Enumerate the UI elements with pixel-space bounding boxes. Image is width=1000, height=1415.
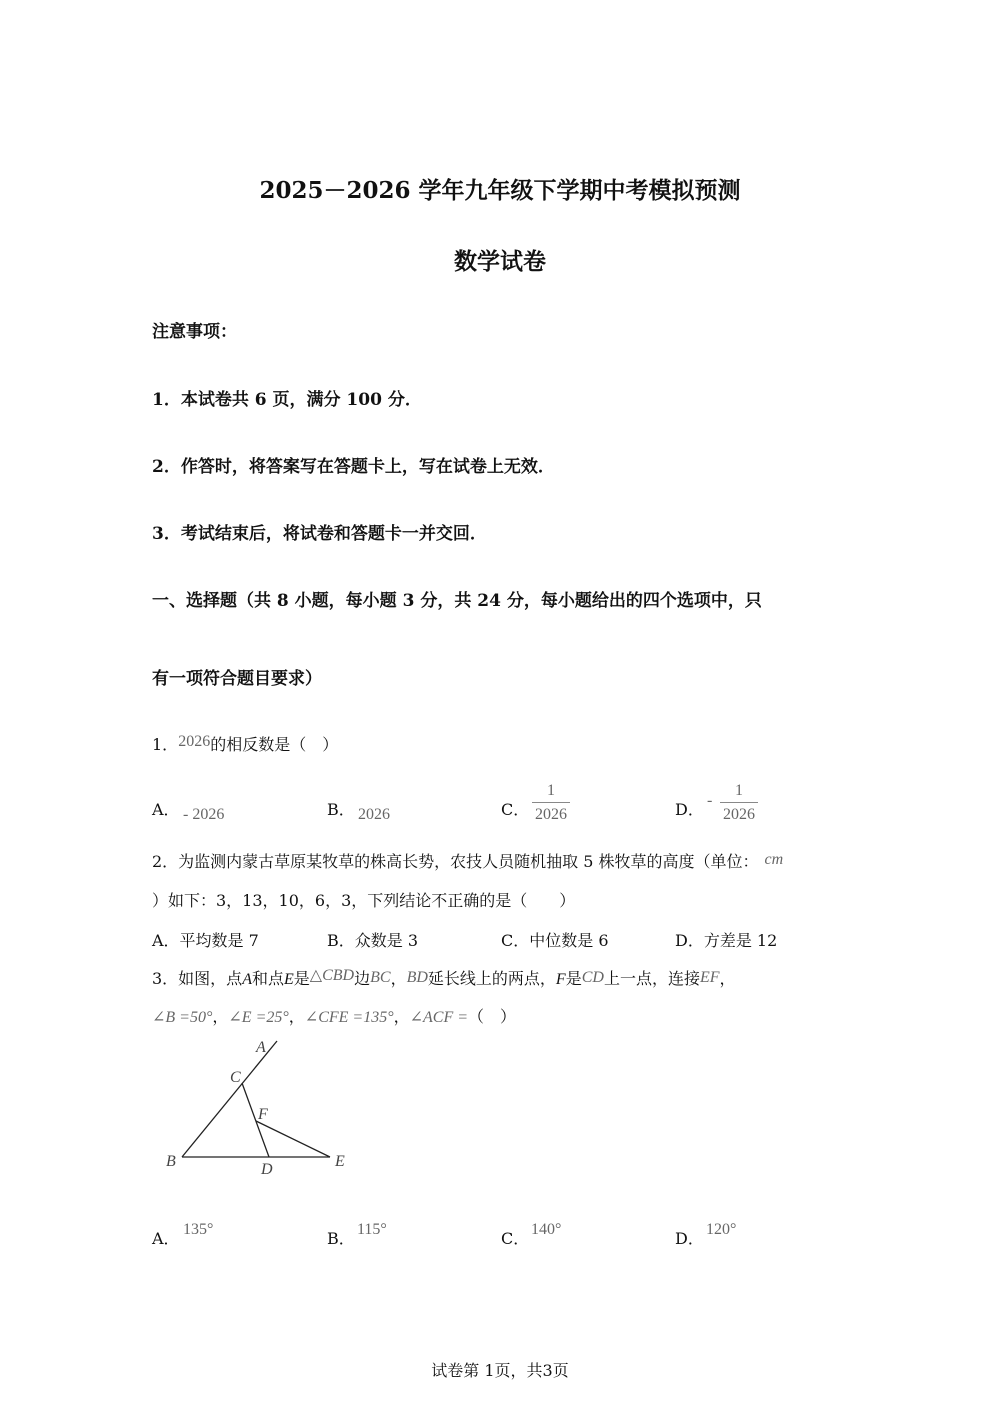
point-e: E bbox=[283, 971, 294, 988]
question-2-line1 bbox=[152, 849, 783, 872]
q1-option-d-label: D． bbox=[675, 800, 704, 819]
question-text: 的相反数是（ ） bbox=[210, 735, 339, 754]
q3-option-c-label: C． bbox=[501, 1229, 530, 1248]
label-f: F bbox=[258, 1106, 268, 1123]
exam-title-line2: 数学试卷 bbox=[454, 248, 546, 275]
q3-option-d-value: 120° bbox=[706, 1221, 737, 1238]
fraction-bar bbox=[720, 802, 758, 803]
question-text: 2．为监测内蒙古草原某牧草的株高长势，农技人员随机抽取 5 株牧草的高度（单位： bbox=[152, 852, 759, 871]
notice-heading: 注意事项： bbox=[152, 322, 237, 342]
angle-e: ∠E =25° bbox=[228, 1009, 289, 1026]
angle-b: ∠B =50° bbox=[152, 1009, 213, 1026]
q3-option-b-value: 115° bbox=[357, 1221, 387, 1238]
text-segment: ， bbox=[288, 1007, 305, 1026]
text-segment: 3．如图，点 bbox=[152, 969, 243, 988]
q3-option-a-value: 135° bbox=[183, 1221, 214, 1238]
q1-option-a-label: A． bbox=[152, 800, 180, 819]
geometry-figure bbox=[160, 1035, 360, 1180]
q2-option-c: C．中位数是 6 bbox=[501, 931, 609, 950]
q3-option-d-label: D． bbox=[675, 1229, 704, 1248]
q1-option-b-value: 2026 bbox=[358, 806, 390, 823]
text-segment: ， bbox=[390, 969, 407, 988]
q1-option-a-value: - 2026 bbox=[183, 806, 225, 823]
text-segment: （ ） bbox=[468, 1007, 517, 1026]
q2-option-b: B．众数是 3 bbox=[327, 931, 419, 950]
label-c: C bbox=[230, 1069, 241, 1086]
label-a: A bbox=[256, 1039, 266, 1056]
section1-heading-line2: 有一项符合题目要求） bbox=[152, 669, 322, 689]
fraction-numerator: 1 bbox=[735, 782, 743, 799]
label-b: B bbox=[166, 1153, 176, 1170]
fraction-bar bbox=[532, 802, 570, 803]
exam-title-line1: 2025－2026 学年九年级下学期中考模拟预测 bbox=[259, 177, 741, 204]
section1-heading-line1: 一、选择题（共 8 小题，每小题 3 分，共 24 分，每小题给出的四个选项中，只 bbox=[152, 591, 762, 611]
segment-cd: CD bbox=[581, 969, 604, 986]
text-segment: ， bbox=[719, 969, 736, 988]
segment-ef: EF bbox=[699, 969, 720, 986]
q1-option-d-sign: - bbox=[707, 792, 713, 809]
notice-item-2: 2．作答时，将答案写在答题卡上，写在试卷上无效． bbox=[152, 457, 555, 477]
q2-option-a: A．平均数是 7 bbox=[152, 931, 259, 950]
segment-bc: BC bbox=[370, 969, 391, 986]
math-expression: 2026 bbox=[178, 733, 211, 750]
q1-option-b-label: B． bbox=[327, 800, 355, 819]
unit-cm: cm bbox=[764, 851, 784, 868]
question-number: 1． bbox=[152, 735, 179, 754]
q3-option-b-label: B． bbox=[327, 1229, 355, 1248]
text-segment: ， bbox=[393, 1007, 410, 1026]
question-2-line2: ）如下：3，13，10，6，3，下列结论不正确的是（ ） bbox=[152, 891, 576, 910]
point-f: F bbox=[555, 971, 566, 988]
q3-option-c-value: 140° bbox=[531, 1221, 562, 1238]
point-a: A bbox=[242, 971, 252, 988]
fraction-numerator: 1 bbox=[547, 782, 555, 799]
q3-option-a-label: A． bbox=[152, 1229, 180, 1248]
page-footer: 试卷第 1页，共3页 bbox=[431, 1361, 569, 1380]
triangle-cbd: △CBD bbox=[309, 967, 355, 984]
angle-acf: ∠ACF = bbox=[409, 1009, 469, 1026]
text-segment: 上一点，连接 bbox=[603, 969, 700, 988]
fraction-denominator: 2026 bbox=[535, 806, 567, 823]
q1-option-c-label: C． bbox=[501, 800, 530, 819]
angle-cfe: ∠CFE =135° bbox=[304, 1009, 394, 1026]
text-segment: 和点 bbox=[251, 969, 284, 988]
fraction-denominator: 2026 bbox=[723, 806, 755, 823]
text-segment: 延长线上的两点， bbox=[427, 969, 556, 988]
segment-bd: BD bbox=[406, 969, 428, 986]
notice-item-3: 3．考试结束后，将试卷和答题卡一并交回． bbox=[152, 524, 487, 544]
text-segment: ， bbox=[212, 1007, 229, 1026]
q1-option-d-fraction bbox=[720, 781, 758, 825]
question-1-stem bbox=[152, 732, 338, 755]
text-segment: 边 bbox=[354, 969, 371, 988]
q2-option-d: D．方差是 12 bbox=[675, 931, 778, 950]
label-e: E bbox=[335, 1153, 345, 1170]
question-3-line2 bbox=[152, 1004, 516, 1027]
text-segment: 是 bbox=[293, 969, 310, 988]
label-d: D bbox=[261, 1161, 273, 1178]
question-3-line1 bbox=[152, 966, 736, 989]
notice-item-1: 1．本试卷共 6 页，满分 100 分． bbox=[152, 390, 422, 410]
q1-option-c-fraction bbox=[532, 781, 570, 825]
text-segment: 是 bbox=[565, 969, 582, 988]
